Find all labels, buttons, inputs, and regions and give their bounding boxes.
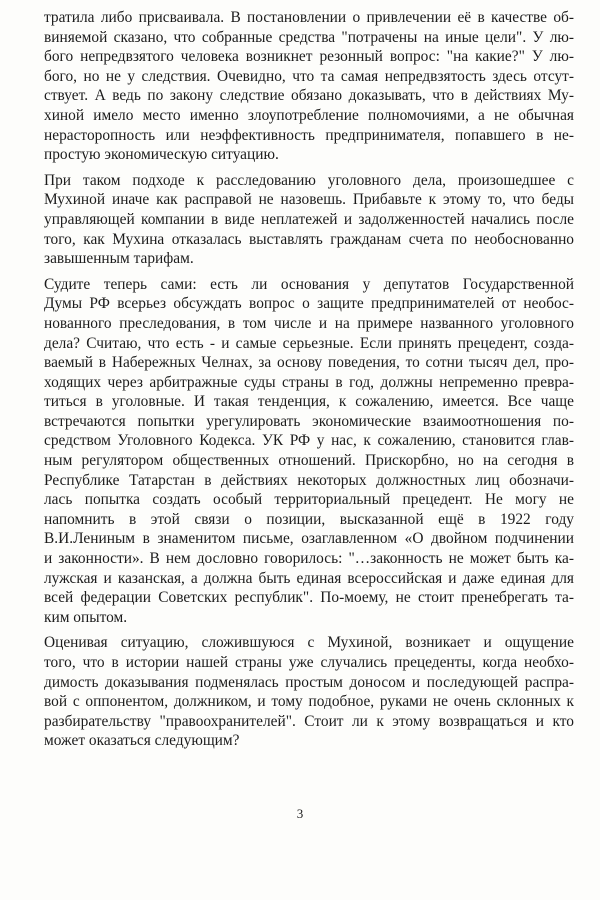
text-line: и законности». В нем дословно говорилось: "…законность не может быть ка- — [44, 550, 574, 568]
page-number: 3 — [296, 806, 304, 821]
text-line: бого непредвзятого человека возникнет резонный вопрос: "на какие?" У лю- — [44, 48, 574, 66]
text-line: простую экономическую ситуацию. — [44, 146, 279, 164]
text-line: встречаются попытки урегулировать экономические взаимоотношения по- — [44, 412, 574, 430]
text-line: лась попытка создать особый территориальный прецедент. Не могу не — [44, 491, 574, 509]
text-line: Судите теперь сами: есть ли основания у депутатов Государственной — [44, 275, 574, 293]
text-line: нованного преследования, в том числе и на примере названного уголовного — [44, 314, 574, 332]
text-line: титься в уголовные. И такая тенденция, к сожалению, имеется. Все чаще — [44, 393, 574, 411]
text-line: разбирательству "правоохранителей". Стоит ли к этому возвращаться и кто — [44, 712, 574, 730]
text-line: Республике Татарстан в действиях некоторых должностных лиц обозначи- — [44, 471, 574, 489]
text-line: Думы РФ всерьез обсуждать вопрос о защите предпринимателей от необос- — [44, 295, 574, 313]
text-line: лужская и казанская, а должна быть единая всероссийская и даже единая для — [44, 569, 574, 587]
text-line: Мухиной иначе как расправой не назовешь. Прибавьте к этому то, что беды — [44, 191, 574, 209]
text-line: В.И.Лениным в знаменитом письме, озаглавленном «О двойном подчинении — [44, 530, 574, 548]
text-line: дела? Считаю, что есть - и самые серьезные. Если принять прецедент, созда- — [44, 334, 574, 352]
text-line: завышенным тарифам. — [44, 250, 194, 268]
text-line: управляющей компании в виде неплатежей и задолженностей начались после — [44, 210, 574, 228]
text-line: тратила либо присваивала. В постановлении о привлечении её в качестве об- — [44, 9, 574, 26]
body-text — [44, 8, 574, 751]
text-line: напомнить в этой связи о позиции, высказанной ещё в 1922 году — [44, 510, 574, 528]
paragraph — [44, 275, 574, 628]
text-line: Оценивая ситуацию, сложившуюся с Мухиной, возникает и ощущение — [44, 634, 574, 652]
paragraph — [44, 633, 574, 751]
text-line: При таком подходе к расследованию уголовного дела, произошедшее с — [44, 171, 574, 189]
paragraph — [44, 171, 574, 269]
text-line: средством Уголовного Кодекса. УК РФ у нас, к сожалению, становится глав- — [44, 432, 574, 450]
text-line: хиной имело место именно злоупотребление полномочиями, а не обычная — [44, 106, 574, 124]
text-line: того, как Мухина отказалась выставлять гражданам счета по необоснованно — [44, 230, 574, 248]
text-line: ходящих через арбитражные суды страны в год, должны непременно превра- — [44, 373, 574, 391]
text-line: ствует. А ведь по закону следствие обязано доказывать, что в действиях Му- — [44, 87, 574, 105]
text-line: димость доказывания подменялась простым доносом и последующей распра- — [44, 673, 574, 691]
text-line: нерасторопность или неэффективность предпринимателя, попавшего в не- — [44, 126, 574, 144]
text-line: всей федерации Советских республик". По-моему, не стоит пренебрегать та- — [44, 589, 574, 607]
text-line: бого, но не у следствия. Очевидно, что та самая непредвзятость здесь отсут- — [44, 67, 574, 85]
paragraph — [44, 8, 574, 165]
text-line: того, что в истории нашей страны уже случались прецеденты, когда необхо- — [44, 654, 574, 671]
text-line: может оказаться следующим? — [44, 732, 240, 750]
text-line: ким опытом. — [44, 608, 128, 626]
text-line: виняемой сказано, что собранные средства "потрачены на иные цели". У лю- — [44, 28, 574, 46]
text-line: ваемый в Набережных Челнах, за основу поведения, то сотни тысяч дел, про- — [44, 354, 574, 372]
text-line: вой с оппонентом, должником, и тому подобное, руками не очень склонных к — [44, 693, 574, 711]
text-line: ным регулятором общественных отношений. Прискорбно, но на сегодня в — [44, 452, 574, 470]
